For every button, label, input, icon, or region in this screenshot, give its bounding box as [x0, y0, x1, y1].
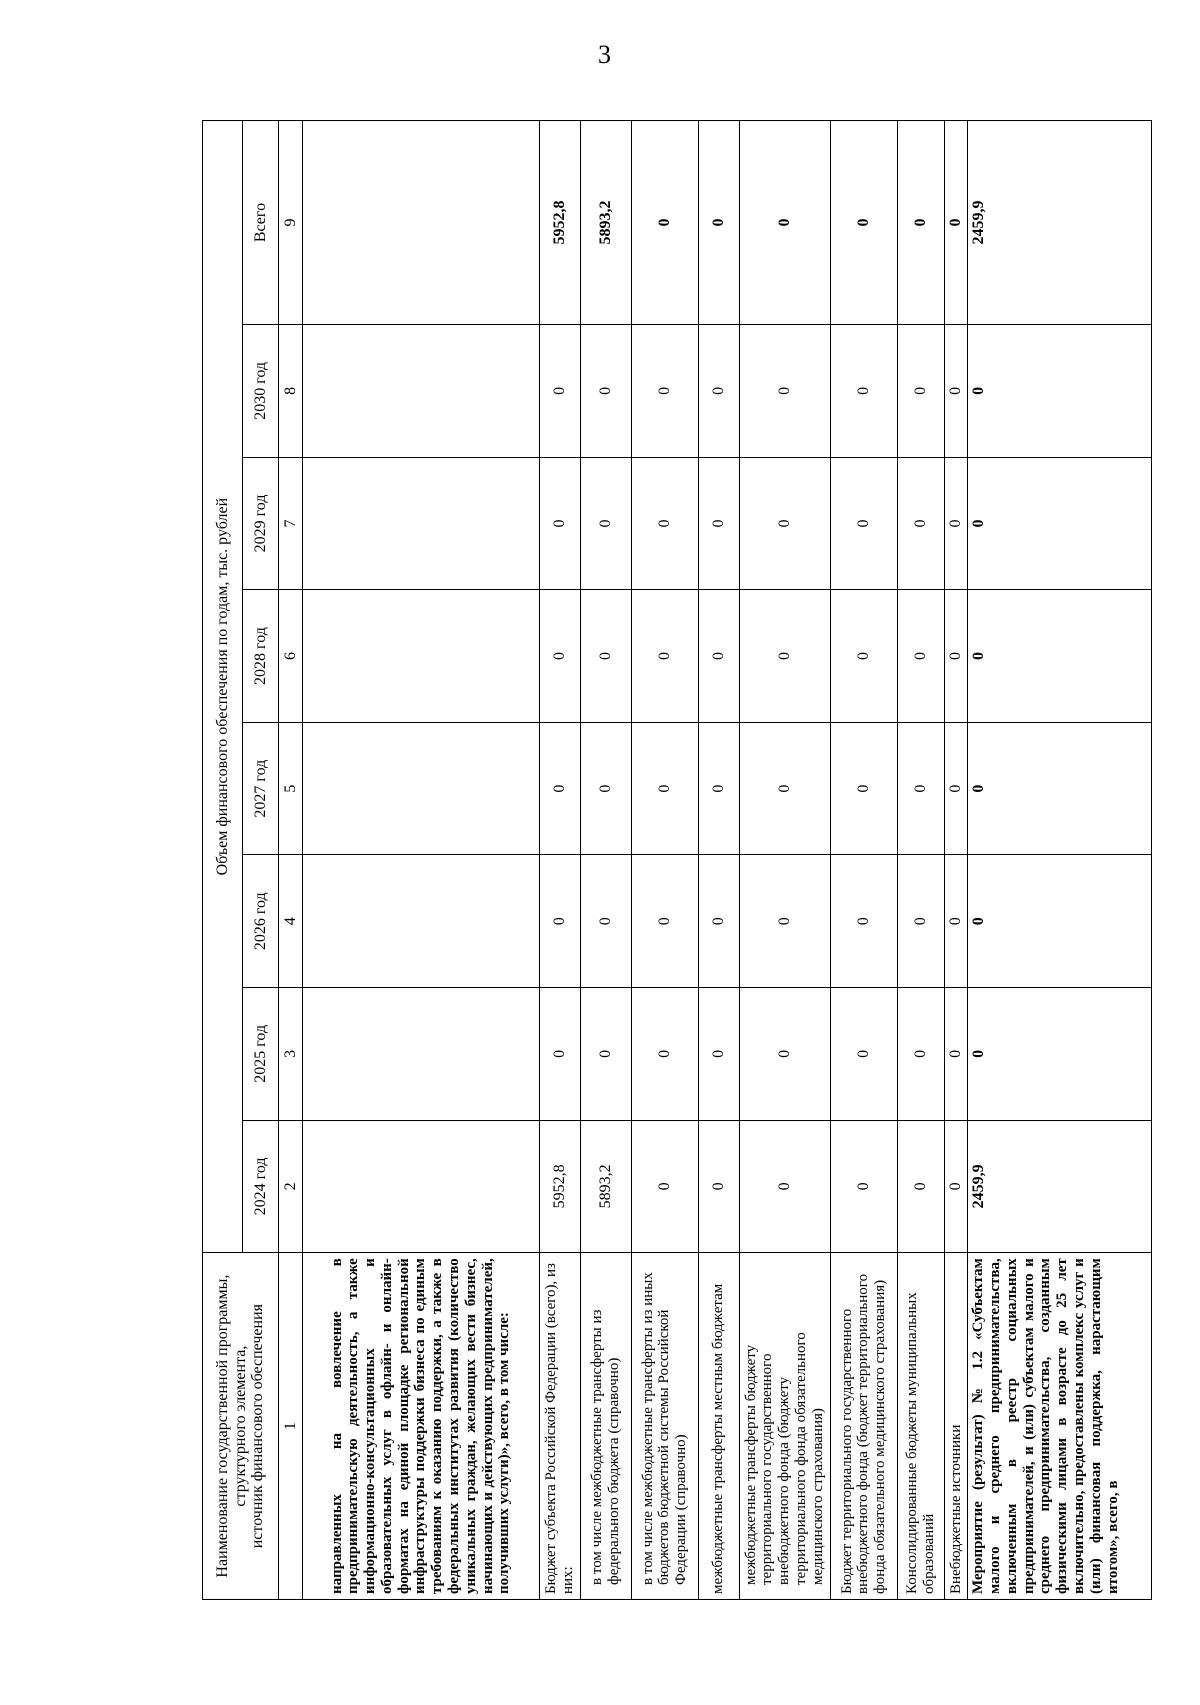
cell-value: 0	[897, 325, 944, 458]
header-year: 2026 год	[243, 855, 279, 988]
cell-value: 0	[830, 988, 897, 1121]
cell-value: 0	[897, 855, 944, 988]
table-row	[830, 121, 897, 1600]
cell-total: 0	[897, 121, 944, 325]
cell-value: 0	[968, 988, 1152, 1121]
cell-total: 2459,9	[968, 121, 1152, 325]
col-number: 9	[279, 121, 303, 325]
table-container	[202, 120, 1152, 1600]
cell-value: 0	[739, 722, 830, 855]
cell-value: 0	[897, 590, 944, 723]
header-year: Всего	[243, 121, 279, 325]
cell-value: 0	[631, 855, 698, 988]
cell-value	[303, 1120, 540, 1253]
cell-value: 0	[897, 722, 944, 855]
cell-value: 0	[968, 325, 1152, 458]
cell-value: 0	[944, 988, 967, 1121]
header-row-top	[203, 121, 243, 1600]
table-row	[944, 121, 967, 1600]
cell-value: 2459,9	[968, 1120, 1152, 1253]
cell-value: 0	[539, 590, 580, 723]
table-row	[968, 121, 1152, 1600]
cell-value: 0	[539, 855, 580, 988]
col-number: 7	[279, 457, 303, 590]
cell-value	[303, 325, 540, 458]
col-number: 1	[279, 1253, 303, 1600]
cell-value: 0	[631, 590, 698, 723]
col-number: 8	[279, 325, 303, 458]
row-name: в том числе межбюджетные трансферты из иных бюджетов бюджетной системы Российской Федерации (справочно)	[631, 1253, 698, 1600]
header-year: 2025 год	[243, 988, 279, 1121]
cell-value: 0	[897, 1120, 944, 1253]
header-year: 2024 год	[243, 1120, 279, 1253]
col-number: 5	[279, 722, 303, 855]
rotated-table-frame	[202, 120, 1152, 1600]
row-name: Бюджет территориального государственного внебюджетного фонда (бюджет территориального фонда обязательного медицинского страхования)	[830, 1253, 897, 1600]
financing-table	[202, 120, 1152, 1600]
header-year: 2028 год	[243, 590, 279, 723]
header-row-numbers	[279, 121, 303, 1600]
cell-value	[303, 988, 540, 1121]
cell-total: 0	[698, 121, 739, 325]
cell-value: 0	[631, 1120, 698, 1253]
row-name: Внебюджетные источники	[944, 1253, 967, 1600]
cell-value: 5952,8	[539, 1120, 580, 1253]
table-row	[897, 121, 944, 1600]
table-row	[739, 121, 830, 1600]
cell-value: 0	[631, 457, 698, 590]
cell-value: 0	[897, 988, 944, 1121]
header-year: 2029 год	[243, 457, 279, 590]
col-number: 3	[279, 988, 303, 1121]
cell-value: 0	[968, 457, 1152, 590]
row-name: межбюджетные трансферты бюджету территориального государственного внебюджетного фонда (бюджету территориального фонда обязательного медицинского страхования)	[739, 1253, 830, 1600]
cell-value: 0	[968, 722, 1152, 855]
cell-value: 0	[631, 325, 698, 458]
table-row	[631, 121, 698, 1600]
table-row	[580, 121, 631, 1600]
row-name: направленных на вовлечение в предпринимательскую деятельность, а также информационно-консультационных и образовательных услуг в офлайн- и онлайн-форматах на единой площадке региональной инфраструктуры поддержки бизнеса по единым требованиям к оказанию поддержки, а также в федеральных институтах развития (количество уникальных граждан, желающих вести бизнес, начинающих и действующих предпринимателей, получивших услуги)», всего, в том числе:	[303, 1253, 540, 1600]
cell-value: 0	[830, 590, 897, 723]
cell-value: 0	[830, 1120, 897, 1253]
cell-value: 0	[739, 457, 830, 590]
cell-value: 0	[698, 722, 739, 855]
row-name: в том числе межбюджетные трансферты из федерального бюджета (справочно)	[580, 1253, 631, 1600]
cell-value: 0	[580, 457, 631, 590]
cell-value: 0	[830, 855, 897, 988]
table-row	[698, 121, 739, 1600]
col-number: 6	[279, 590, 303, 723]
cell-value: 0	[539, 722, 580, 855]
row-name: Бюджет субъекта Российской Федерации (всего), из них:	[539, 1253, 580, 1600]
cell-value: 0	[631, 722, 698, 855]
cell-value: 0	[944, 590, 967, 723]
cell-value: 0	[539, 988, 580, 1121]
cell-value	[303, 722, 540, 855]
cell-value: 0	[739, 988, 830, 1121]
cell-value: 0	[698, 855, 739, 988]
cell-value: 0	[830, 457, 897, 590]
cell-total: 0	[830, 121, 897, 325]
cell-value: 0	[968, 855, 1152, 988]
cell-value: 0	[539, 457, 580, 590]
cell-total: 5952,8	[539, 121, 580, 325]
cell-value: 0	[944, 722, 967, 855]
cell-value: 0	[739, 855, 830, 988]
cell-value	[303, 590, 540, 723]
cell-value: 0	[739, 590, 830, 723]
cell-value: 0	[739, 325, 830, 458]
cell-value: 0	[944, 1120, 967, 1253]
cell-value: 0	[580, 855, 631, 988]
col-number: 4	[279, 855, 303, 988]
cell-value: 0	[944, 855, 967, 988]
cell-value: 0	[698, 325, 739, 458]
header-col1-title: Наименование государственной программы, структурного элемента,	[213, 1274, 249, 1578]
cell-value: 0	[580, 988, 631, 1121]
cell-value: 0	[580, 722, 631, 855]
row-name: межбюджетные трансферты местным бюджетам	[698, 1253, 739, 1600]
header-year: 2030 год	[243, 325, 279, 458]
cell-total: 0	[944, 121, 967, 325]
cell-value: 0	[631, 988, 698, 1121]
cell-total: 0	[631, 121, 698, 325]
cell-value: 0	[897, 457, 944, 590]
cell-value: 0	[698, 988, 739, 1121]
cell-value: 0	[944, 325, 967, 458]
col-number: 2	[279, 1120, 303, 1253]
cell-total: 0	[739, 121, 830, 325]
cell-value: 0	[698, 590, 739, 723]
row-name: Консолидированные бюджеты муниципальных образований	[897, 1253, 944, 1600]
cell-value: 0	[580, 325, 631, 458]
cell-value: 0	[580, 590, 631, 723]
cell-value: 0	[739, 1120, 830, 1253]
cell-value: 0	[539, 325, 580, 458]
cell-value: 0	[944, 457, 967, 590]
cell-total: 5893,2	[580, 121, 631, 325]
table-row	[303, 121, 540, 1600]
cell-value: 0	[830, 722, 897, 855]
page-number: 3	[598, 40, 611, 69]
cell-value	[303, 457, 540, 590]
cell-total	[303, 121, 540, 325]
cell-value	[303, 855, 540, 988]
header-col1-subtitle: источник финансового обеспечения	[249, 1303, 267, 1549]
cell-value: 0	[968, 590, 1152, 723]
header-volume-title: Объем финансового обеспечения по годам, тыс. рублей	[203, 121, 243, 1253]
header-year: 2027 год	[243, 722, 279, 855]
table-row	[539, 121, 580, 1600]
cell-value: 0	[698, 1120, 739, 1253]
cell-value: 0	[698, 457, 739, 590]
cell-value: 5893,2	[580, 1120, 631, 1253]
cell-value: 0	[830, 325, 897, 458]
row-name: Мероприятие (результат) № 1.2 «Субъектам малого и среднего предпринимательства, включенным в реестр социальных предпринимателей, и (или) субъектам малого и среднего предпринимательства, созданным физическими лицами в возрасте до 25 лет включительно, предоставлены комплекс услуг и (или) финансовая поддержка, нарастающим итогом», всего, в	[968, 1253, 1152, 1600]
header-col1	[203, 1253, 279, 1600]
